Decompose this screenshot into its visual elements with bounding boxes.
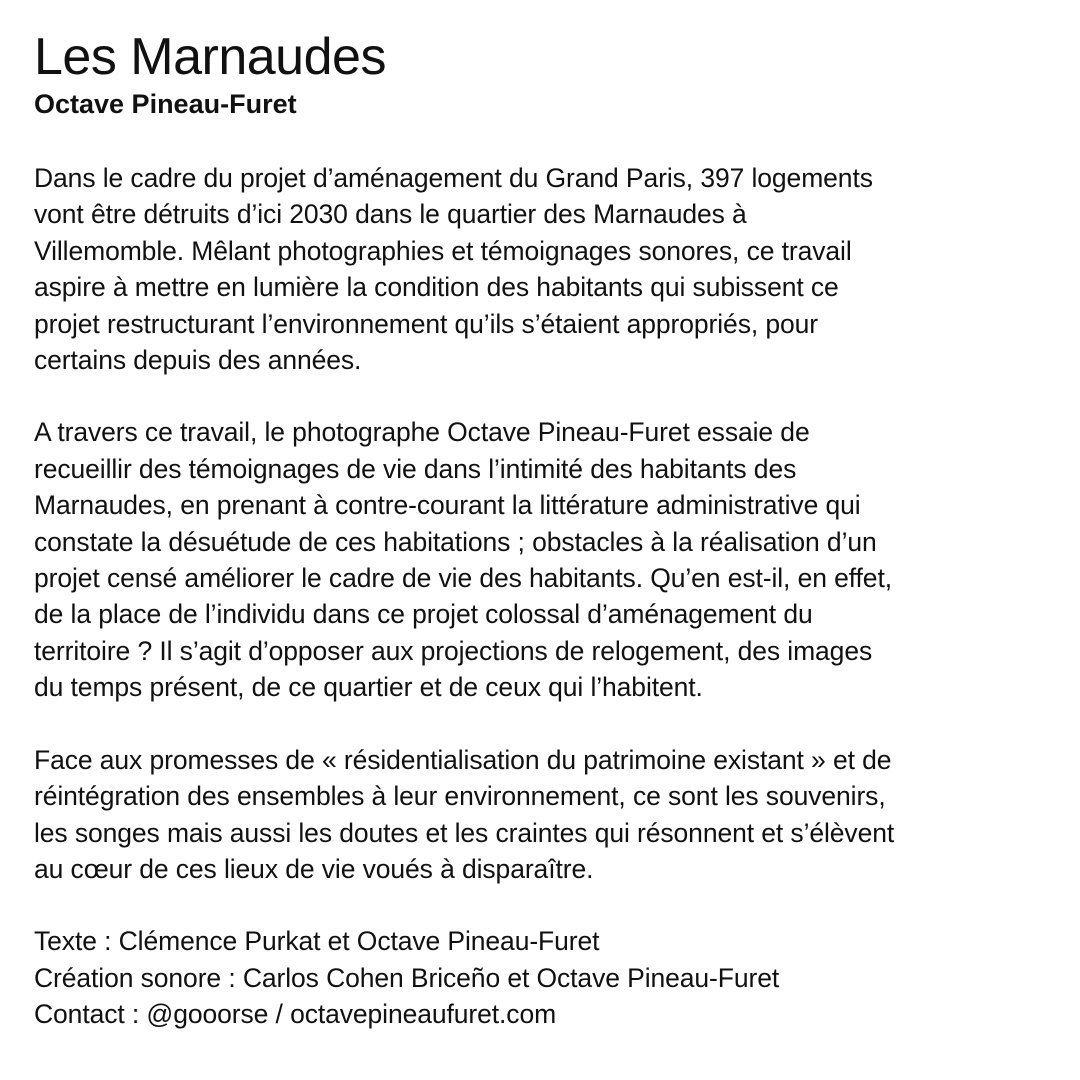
text-line: de la place de l’individu dans ce projet colossal d’aménagement du	[34, 599, 813, 630]
text-line: vont être détruits d’ici 2030 dans le quartier des Marnaudes à	[34, 199, 747, 230]
text-line: certains depuis des années.	[34, 345, 362, 376]
text-line: du temps présent, de ce quartier et de ceux qui l’habitent.	[34, 672, 703, 703]
credits-block	[34, 923, 1064, 1032]
credit-contact: Contact : @gooorse / octavepineaufuret.com	[34, 999, 557, 1030]
paragraph-2	[34, 414, 1064, 705]
text-line: aspire à mettre en lumière la condition des habitants qui subissent ce	[34, 272, 839, 303]
paragraph-3	[34, 742, 1064, 888]
credit-text: Texte : Clémence Purkat et Octave Pineau-Furet	[34, 926, 600, 957]
text-line: Villemomble. Mêlant photographies et témoignages sonores, ce travail	[34, 235, 852, 266]
page-title: Les Marnaudes	[34, 28, 386, 86]
text-line: Face aux promesses de « résidentialisation du patrimoine existant » et de	[34, 744, 892, 775]
text-line: A travers ce travail, le photographe Octave Pineau-Furet essaie de	[34, 417, 810, 448]
text-line: Marnaudes, en prenant à contre-courant la littérature administrative qui	[34, 490, 861, 521]
text-line: territoire ? Il s’agit d’opposer aux projections de relogement, des images	[34, 635, 873, 666]
document-page	[34, 26, 1064, 1033]
text-line: au cœur de ces lieux de vie voués à disparaître.	[34, 853, 594, 884]
text-line: Dans le cadre du projet d’aménagement du Grand Paris, 397 logements	[34, 163, 873, 193]
text-line: réintégration des ensembles à leur environnement, ce sont les souvenirs,	[34, 781, 886, 812]
text-line: projet restructurant l’environnement qu’ils s’étaient appropriés, pour	[34, 308, 819, 339]
author-name: Octave Pineau-Furet	[34, 89, 297, 119]
text-line: projet censé améliorer le cadre de vie des habitants. Qu’en est-il, en effet,	[34, 563, 892, 594]
paragraph-1	[34, 160, 1064, 378]
text-line: constate la désuétude de ces habitations ; obstacles à la réalisation d’un	[34, 526, 877, 557]
credit-sound: Création sonore : Carlos Cohen Briceño et Octave Pineau-Furet	[34, 962, 780, 993]
text-line: les songes mais aussi les doutes et les craintes qui résonnent et s’élèvent	[34, 817, 895, 848]
text-line: recueillir des témoignages de vie dans l’intimité des habitants des	[34, 453, 797, 484]
